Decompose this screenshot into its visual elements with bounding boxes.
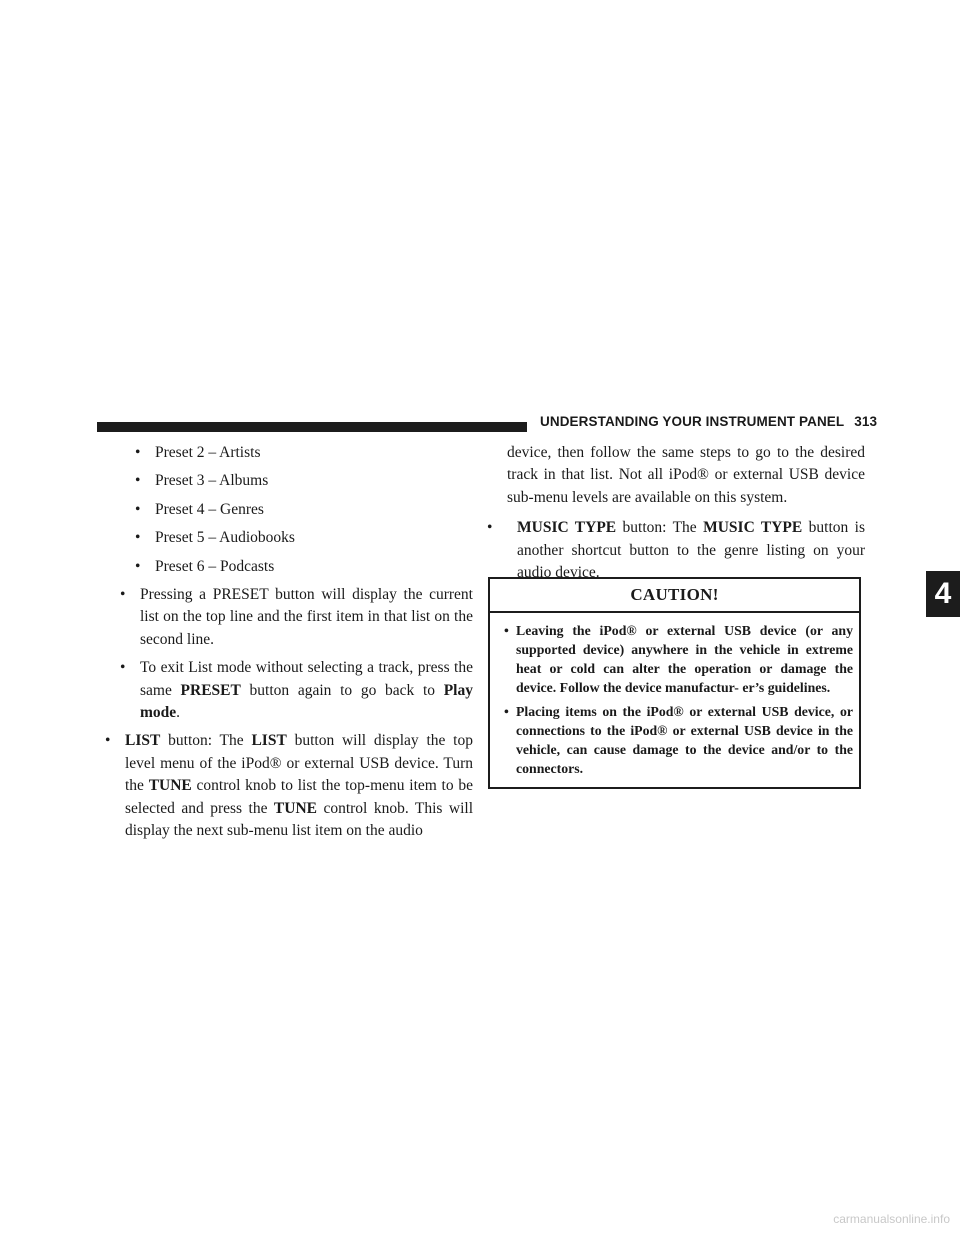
caution-item bbox=[504, 621, 853, 697]
bullet: • bbox=[135, 500, 141, 518]
text-run: button again to go back to bbox=[240, 681, 444, 699]
bold-term: PRESET bbox=[180, 681, 241, 699]
bullet: • bbox=[105, 732, 111, 750]
preset-note: Pressing a PRESET button will display the current list on the top line and the first item in that list on the second line. bbox=[140, 586, 473, 648]
preset-item: Preset 2 – Artists bbox=[155, 444, 261, 461]
text-run: button will display the top level menu of the iPod® or external USB device. Turn the bbox=[125, 732, 473, 795]
list-item bbox=[487, 517, 865, 584]
page-number: 313 bbox=[854, 414, 878, 429]
right-column bbox=[487, 442, 865, 590]
bullet: • bbox=[135, 557, 141, 575]
header-bar bbox=[97, 422, 527, 432]
left-column bbox=[105, 442, 473, 849]
text-run: control knob. This will display the next sub-menu list item on the audio bbox=[125, 799, 473, 840]
text-run: button: The bbox=[616, 519, 704, 537]
bold-term: TUNE bbox=[273, 799, 317, 817]
list-button-description bbox=[115, 730, 473, 842]
list-item bbox=[105, 657, 473, 724]
bullet: • bbox=[120, 659, 126, 677]
list-item bbox=[105, 556, 473, 578]
bold-term: TUNE bbox=[148, 777, 192, 795]
bullet: • bbox=[135, 444, 141, 461]
exit-note bbox=[130, 657, 473, 724]
bold-term: MUSIC TYPE bbox=[517, 519, 617, 537]
caution-text: Leaving the iPod® or external USB device (or any supported device) anywhere in the vehicle in extreme heat or cold can alter the operation or damage the device. Follow the device manufactur- er’s guidelines. bbox=[516, 623, 853, 695]
bullet: • bbox=[135, 529, 141, 547]
preset-item: Preset 4 – Genres bbox=[155, 500, 264, 518]
list-item bbox=[105, 499, 473, 521]
bullet: • bbox=[504, 623, 509, 638]
caution-box bbox=[488, 577, 861, 789]
text-run: control knob to list the top-menu item to be selected and press the bbox=[125, 777, 473, 817]
continuation-text: device, then follow the same steps to go to the desired track in that list. Not all iPod® or external USB device sub-menu levels are available on this system. bbox=[507, 444, 865, 506]
text-run: button is another shortcut button to the genre listing on your audio device. bbox=[517, 519, 865, 582]
preset-item: Preset 5 – Audiobooks bbox=[155, 529, 295, 547]
header-title: UNDERSTANDING YOUR INSTRUMENT PANEL bbox=[540, 414, 845, 429]
list-item bbox=[105, 527, 473, 549]
text-run: . bbox=[176, 704, 181, 722]
list-item bbox=[105, 730, 473, 842]
caution-title: CAUTION! bbox=[490, 579, 859, 613]
bold-term: MUSIC TYPE bbox=[703, 519, 803, 537]
list-item bbox=[105, 584, 473, 651]
bold-term: LIST bbox=[125, 732, 161, 750]
footer-watermark: carmanualsonline.info bbox=[833, 1212, 950, 1226]
music-type-description bbox=[497, 517, 865, 584]
caution-text: Placing items on the iPod® or external USB device, or connections to the iPod® or external USB device in the vehicle, can cause damage to the device and/or to the connectors. bbox=[516, 704, 853, 776]
list-item bbox=[105, 470, 473, 492]
bold-term: LIST bbox=[251, 732, 287, 750]
preset-item: Preset 3 – Albums bbox=[155, 472, 269, 490]
preset-item: Preset 6 – Podcasts bbox=[155, 557, 275, 575]
page-header bbox=[540, 414, 878, 429]
bullet: • bbox=[504, 704, 509, 719]
text-run: To exit List mode without selecting a track, press the same bbox=[140, 659, 473, 699]
bold-term: Play mode bbox=[140, 681, 473, 722]
list-item bbox=[105, 442, 473, 464]
text-run: button: The bbox=[160, 732, 252, 750]
chapter-tab: 4 bbox=[926, 571, 960, 617]
caution-body bbox=[490, 613, 859, 778]
bullet: • bbox=[120, 586, 126, 604]
bullet: • bbox=[487, 519, 493, 537]
caution-item bbox=[504, 702, 853, 778]
bullet: • bbox=[135, 472, 141, 490]
